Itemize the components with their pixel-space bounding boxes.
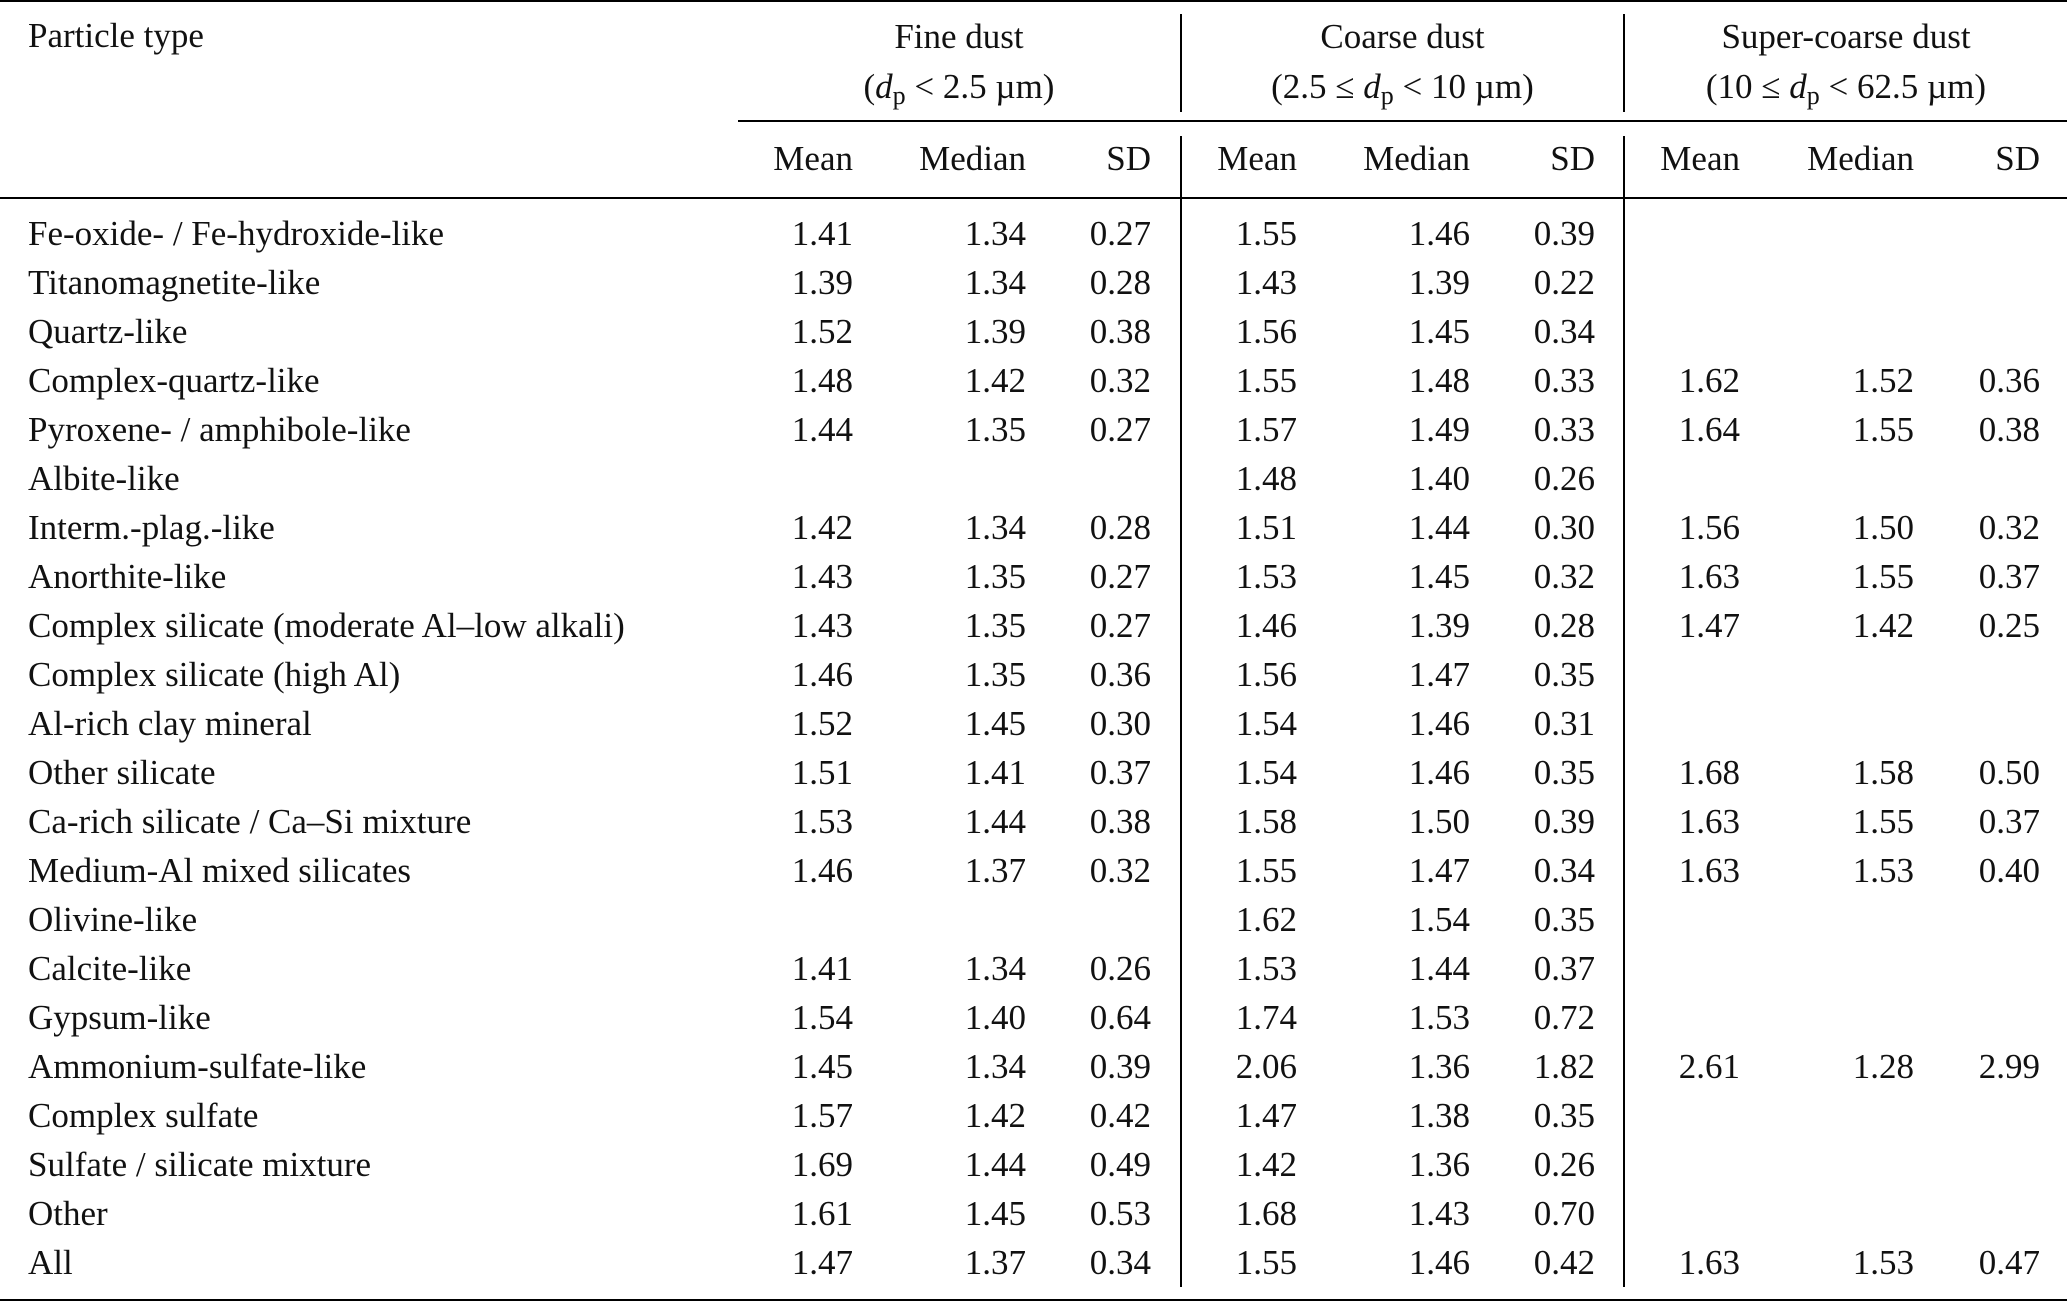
value-cell: 1.47: [1235, 1096, 1297, 1135]
value-cell: 0.22: [1533, 263, 1595, 302]
value-cell: 1.63: [1678, 851, 1740, 890]
value-cell: 1.28: [1852, 1047, 1914, 1086]
row-label: Titanomagnetite-like: [28, 263, 321, 302]
value-cell: 1.45: [964, 704, 1026, 743]
bottom-rule: [0, 1299, 2067, 1301]
value-cell: 0.38: [1978, 410, 2040, 449]
value-cell: 1.57: [791, 1096, 853, 1135]
value-cell: 0.42: [1089, 1096, 1151, 1135]
value-cell: 1.42: [964, 361, 1026, 400]
value-cell: 1.42: [791, 508, 853, 547]
value-cell: 1.74: [1235, 998, 1297, 1037]
value-cell: 1.53: [1235, 557, 1297, 596]
row-label: Olivine-like: [28, 900, 198, 939]
value-cell: 1.46: [1408, 704, 1470, 743]
subcol-header-8: Median: [1807, 139, 1914, 178]
value-cell: 0.38: [1089, 802, 1151, 841]
value-cell: 1.47: [1408, 851, 1470, 890]
value-cell: 0.26: [1089, 949, 1151, 988]
subcol-header-9: SD: [1995, 139, 2040, 178]
value-cell: 1.49: [1408, 410, 1470, 449]
value-cell: 0.38: [1089, 312, 1151, 351]
value-cell: 0.27: [1089, 214, 1151, 253]
row-label: All: [28, 1243, 73, 1282]
value-cell: 1.51: [1235, 508, 1297, 547]
value-cell: 0.35: [1533, 1096, 1595, 1135]
row-label: Medium-Al mixed silicates: [28, 851, 411, 890]
group-title-3: Super-coarse dust: [1721, 17, 1971, 56]
value-cell: 1.46: [1408, 753, 1470, 792]
value-cell: 1.46: [1408, 214, 1470, 253]
value-cell: 1.34: [964, 214, 1026, 253]
group-divider-2-lower: [1623, 136, 1625, 1287]
value-cell: 1.39: [964, 312, 1026, 351]
value-cell: 0.27: [1089, 410, 1151, 449]
row-label: Other silicate: [28, 753, 216, 792]
value-cell: 1.47: [791, 1243, 853, 1282]
row-label: Ca-rich silicate / Ca–Si mixture: [28, 802, 472, 841]
value-cell: 1.36: [1408, 1145, 1470, 1184]
value-cell: 1.40: [964, 998, 1026, 1037]
value-cell: 1.46: [791, 851, 853, 890]
row-label: Ammonium-sulfate-like: [28, 1047, 367, 1086]
value-cell: 0.33: [1533, 410, 1595, 449]
value-cell: 1.53: [791, 802, 853, 841]
value-cell: 1.50: [1408, 802, 1470, 841]
top-rule: [0, 0, 2067, 2]
value-cell: 0.30: [1533, 508, 1595, 547]
value-cell: 1.34: [964, 949, 1026, 988]
value-cell: 1.46: [1235, 606, 1297, 645]
group-range-2: ($2.5 \le d_p < 10$ µm): [1271, 67, 1534, 110]
value-cell: 0.30: [1089, 704, 1151, 743]
value-cell: 0.32: [1533, 557, 1595, 596]
value-cell: 0.28: [1533, 606, 1595, 645]
value-cell: 0.37: [1978, 802, 2040, 841]
value-cell: 1.38: [1408, 1096, 1470, 1135]
value-cell: 1.56: [1235, 312, 1297, 351]
value-cell: 1.34: [964, 263, 1026, 302]
value-cell: 1.43: [791, 606, 853, 645]
value-cell: 1.44: [1408, 508, 1470, 547]
value-cell: 1.48: [791, 361, 853, 400]
value-cell: 1.34: [964, 508, 1026, 547]
value-cell: 0.26: [1533, 459, 1595, 498]
particle-type-header: Particle type: [28, 16, 204, 55]
row-label: Sulfate / silicate mixture: [28, 1145, 372, 1184]
value-cell: 0.28: [1089, 508, 1151, 547]
value-cell: 1.45: [1408, 557, 1470, 596]
value-cell: 2.99: [1978, 1047, 2040, 1086]
subcol-header-7: Mean: [1660, 139, 1740, 178]
value-cell: 1.46: [791, 655, 853, 694]
value-cell: 1.44: [964, 1145, 1026, 1184]
value-cell: 0.39: [1533, 802, 1595, 841]
value-cell: 0.35: [1533, 655, 1595, 694]
value-cell: 0.37: [1089, 753, 1151, 792]
value-cell: 0.40: [1978, 851, 2040, 890]
subcol-header-4: Mean: [1217, 139, 1297, 178]
value-cell: 0.42: [1533, 1243, 1595, 1282]
row-label: Fe-oxide- / Fe-hydroxide-like: [28, 214, 445, 253]
value-cell: 1.52: [791, 704, 853, 743]
value-cell: 1.53: [1408, 998, 1470, 1037]
value-cell: 0.39: [1089, 1047, 1151, 1086]
value-cell: 0.32: [1978, 508, 2040, 547]
value-cell: 1.53: [1852, 851, 1914, 890]
value-cell: 0.47: [1978, 1243, 2040, 1282]
value-cell: 0.50: [1978, 753, 2040, 792]
value-cell: 1.57: [1235, 410, 1297, 449]
value-cell: 1.35: [964, 557, 1026, 596]
row-label: Al-rich clay mineral: [28, 704, 312, 743]
value-cell: 1.47: [1408, 655, 1470, 694]
value-cell: 1.45: [1408, 312, 1470, 351]
row-label: Complex-quartz-like: [28, 361, 320, 400]
value-cell: 1.55: [1852, 802, 1914, 841]
value-cell: 1.63: [1678, 802, 1740, 841]
value-cell: 1.35: [964, 606, 1026, 645]
value-cell: 1.45: [791, 1047, 853, 1086]
value-cell: 0.28: [1089, 263, 1151, 302]
value-cell: 1.55: [1852, 410, 1914, 449]
value-cell: 1.54: [1408, 900, 1470, 939]
value-cell: 1.63: [1678, 1243, 1740, 1282]
value-cell: 1.54: [791, 998, 853, 1037]
value-cell: 1.68: [1678, 753, 1740, 792]
value-cell: 1.39: [1408, 606, 1470, 645]
value-cell: 1.43: [791, 557, 853, 596]
value-cell: 0.36: [1978, 361, 2040, 400]
value-cell: 0.33: [1533, 361, 1595, 400]
group-title-2: Coarse dust: [1320, 17, 1485, 56]
value-cell: 1.44: [1408, 949, 1470, 988]
value-cell: 1.55: [1235, 214, 1297, 253]
value-cell: 1.52: [791, 312, 853, 351]
value-cell: 1.52: [1852, 361, 1914, 400]
row-label: Gypsum-like: [28, 998, 211, 1037]
value-cell: 1.41: [791, 949, 853, 988]
value-cell: 1.36: [1408, 1047, 1470, 1086]
header-group-rule: [738, 120, 2067, 122]
value-cell: 1.46: [1408, 1243, 1470, 1282]
value-cell: 1.44: [964, 802, 1026, 841]
row-label: Anorthite-like: [28, 557, 227, 596]
value-cell: 1.41: [791, 214, 853, 253]
row-label: Complex sulfate: [28, 1096, 259, 1135]
value-cell: 1.53: [1235, 949, 1297, 988]
value-cell: 1.50: [1852, 508, 1914, 547]
value-cell: 1.61: [791, 1194, 853, 1233]
value-cell: 0.26: [1533, 1145, 1595, 1184]
row-label: Complex silicate (high Al): [28, 655, 401, 694]
value-cell: 1.39: [1408, 263, 1470, 302]
group-title-1: Fine dust: [894, 17, 1024, 56]
value-cell: 1.42: [1235, 1145, 1297, 1184]
value-cell: 0.72: [1533, 998, 1595, 1037]
value-cell: 0.39: [1533, 214, 1595, 253]
value-cell: 0.37: [1533, 949, 1595, 988]
value-cell: 0.27: [1089, 557, 1151, 596]
value-cell: 1.53: [1852, 1243, 1914, 1282]
subcol-header-6: SD: [1550, 139, 1595, 178]
value-cell: 1.43: [1408, 1194, 1470, 1233]
value-cell: 1.64: [1678, 410, 1740, 449]
value-cell: 1.41: [964, 753, 1026, 792]
value-cell: 1.55: [1235, 1243, 1297, 1282]
row-label: Albite-like: [28, 459, 180, 498]
value-cell: 1.51: [791, 753, 853, 792]
subcol-header-1: Mean: [773, 139, 853, 178]
value-cell: 1.62: [1235, 900, 1297, 939]
value-cell: 1.37: [964, 851, 1026, 890]
value-cell: 1.54: [1235, 704, 1297, 743]
value-cell: 0.32: [1089, 361, 1151, 400]
value-cell: 2.61: [1678, 1047, 1740, 1086]
row-label: Pyroxene- / amphibole-like: [28, 410, 411, 449]
subcol-header-2: Median: [919, 139, 1026, 178]
value-cell: 1.55: [1235, 851, 1297, 890]
value-cell: 0.37: [1978, 557, 2040, 596]
value-cell: 1.42: [964, 1096, 1026, 1135]
row-label: Quartz-like: [28, 312, 188, 351]
value-cell: 2.06: [1235, 1047, 1297, 1086]
value-cell: 0.35: [1533, 753, 1595, 792]
value-cell: 0.34: [1089, 1243, 1151, 1282]
value-cell: 0.32: [1089, 851, 1151, 890]
value-cell: 0.34: [1533, 312, 1595, 351]
value-cell: 1.82: [1533, 1047, 1595, 1086]
value-cell: 1.63: [1678, 557, 1740, 596]
value-cell: 1.58: [1235, 802, 1297, 841]
value-cell: 1.40: [1408, 459, 1470, 498]
value-cell: 1.44: [791, 410, 853, 449]
value-cell: 0.70: [1533, 1194, 1595, 1233]
row-label: Calcite-like: [28, 949, 192, 988]
value-cell: 1.45: [964, 1194, 1026, 1233]
subcol-header-3: SD: [1106, 139, 1151, 178]
value-cell: 0.49: [1089, 1145, 1151, 1184]
value-cell: 0.35: [1533, 900, 1595, 939]
value-cell: 1.56: [1678, 508, 1740, 547]
value-cell: 0.27: [1089, 606, 1151, 645]
value-cell: 1.39: [791, 263, 853, 302]
value-cell: 1.58: [1852, 753, 1914, 792]
value-cell: 1.48: [1235, 459, 1297, 498]
value-cell: 0.53: [1089, 1194, 1151, 1233]
row-label: Interm.-plag.-like: [28, 508, 275, 547]
value-cell: 1.69: [791, 1145, 853, 1184]
header-bottom-rule: [0, 197, 2067, 199]
value-cell: 1.47: [1678, 606, 1740, 645]
value-cell: 1.43: [1235, 263, 1297, 302]
value-cell: 1.42: [1852, 606, 1914, 645]
value-cell: 1.62: [1678, 361, 1740, 400]
row-label: Complex silicate (moderate Al–low alkali): [28, 606, 625, 645]
value-cell: 1.54: [1235, 753, 1297, 792]
value-cell: 1.55: [1235, 361, 1297, 400]
value-cell: 0.25: [1978, 606, 2040, 645]
value-cell: 1.55: [1852, 557, 1914, 596]
group-range-3: ($10 \le d_p < 62.5$ µm): [1705, 67, 1987, 110]
value-cell: 0.36: [1089, 655, 1151, 694]
value-cell: 1.37: [964, 1243, 1026, 1282]
value-cell: 1.48: [1408, 361, 1470, 400]
value-cell: 1.35: [964, 655, 1026, 694]
value-cell: 1.35: [964, 410, 1026, 449]
value-cell: 1.34: [964, 1047, 1026, 1086]
value-cell: 0.31: [1533, 704, 1595, 743]
group-range-1: ($d_p < 2.5$ µm): [863, 67, 1055, 110]
value-cell: 0.34: [1533, 851, 1595, 890]
row-label: Other: [28, 1194, 108, 1233]
value-cell: 1.56: [1235, 655, 1297, 694]
value-cell: 0.64: [1089, 998, 1151, 1037]
subcol-header-5: Median: [1363, 139, 1470, 178]
value-cell: 1.68: [1235, 1194, 1297, 1233]
